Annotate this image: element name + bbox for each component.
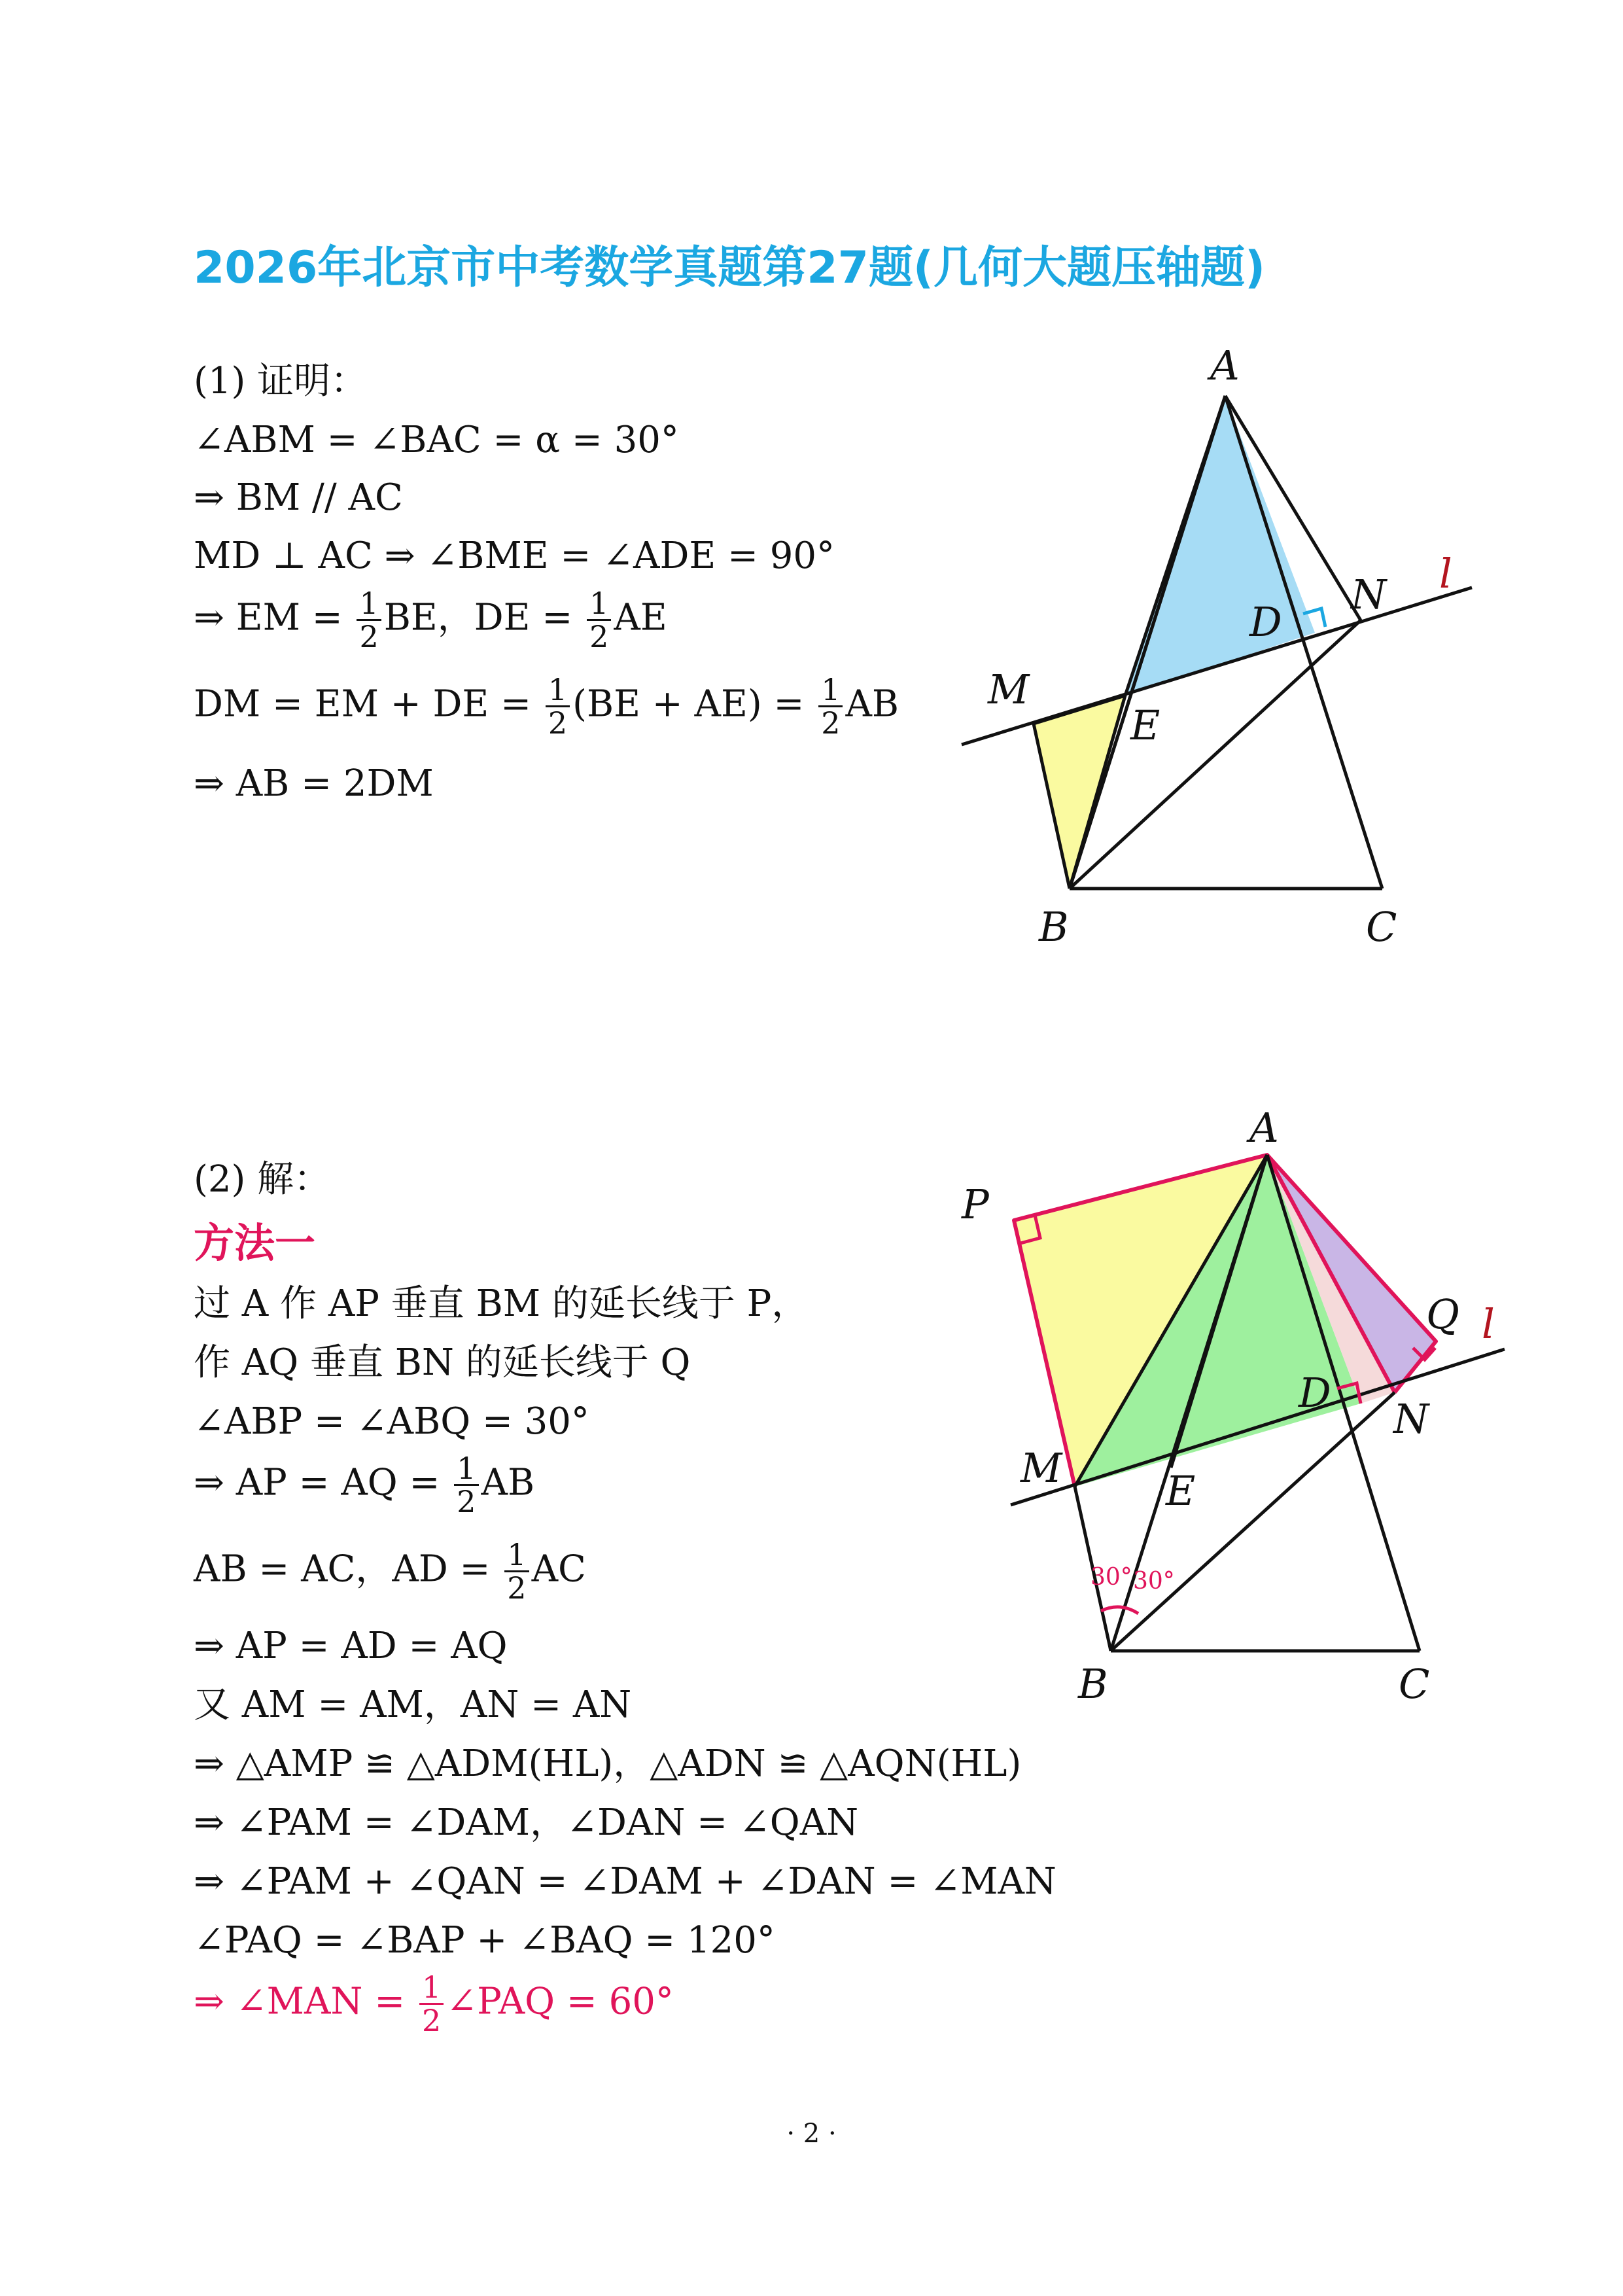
label-B: B	[1078, 1660, 1108, 1708]
label-M: M	[988, 665, 1030, 713]
part2-line-8: ⇒ △AMP ≌ △ADM(HL)，△ADN ≌ △AQN(HL)	[194, 1742, 1022, 1785]
angle-label-right: 30°	[1133, 1568, 1175, 1595]
part1-line-5-b: (BE + AE) =	[572, 682, 816, 726]
part2-line-4-b: AB	[481, 1461, 535, 1504]
label-A: A	[1249, 1104, 1279, 1152]
label-B: B	[1039, 903, 1069, 951]
part2-line-5-b: AC	[531, 1547, 586, 1591]
part1-heading: (1) 证明：	[194, 360, 368, 402]
part2-heading: (2) 解：	[194, 1158, 331, 1201]
fraction-half: $\frac{1}{2}$	[546, 674, 570, 739]
label-N: N	[1351, 571, 1387, 618]
part2-line-10: ⇒ ∠PAM + ∠QAN = ∠DAM + ∠DAN = ∠MAN	[194, 1860, 1056, 1903]
angle-label-left: 30°	[1091, 1564, 1132, 1591]
label-A: A	[1210, 342, 1240, 389]
part2-line-3: ∠ABP = ∠ABQ = 30°	[194, 1400, 589, 1443]
part2-line-6: ⇒ AP = AD = AQ	[194, 1625, 508, 1667]
label-P: P	[962, 1180, 989, 1228]
label-C: C	[1399, 1660, 1430, 1708]
part2-line-4	[194, 1453, 534, 1518]
figure-2	[962, 1106, 1524, 1727]
part1-line-5-a: DM = EM + DE =	[194, 682, 543, 726]
part1-line-6: ⇒ AB = 2DM	[194, 762, 434, 805]
part2-line-11: ∠PAQ = ∠BAP + ∠BAQ = 120°	[194, 1919, 775, 1962]
label-N: N	[1393, 1395, 1429, 1443]
label-E: E	[1130, 701, 1161, 749]
label-Q: Q	[1426, 1290, 1459, 1338]
method-heading: 方法一	[194, 1219, 316, 1267]
part2-line-7: 又 AM = AM，AN = AN	[194, 1684, 632, 1726]
part2-line-4-a: ⇒ AP = AQ =	[194, 1461, 452, 1504]
angle-arc-B	[1101, 1607, 1138, 1614]
part1-line-1: ∠ABM = ∠BAC = α = 30°	[194, 419, 679, 461]
label-M: M	[1021, 1444, 1062, 1492]
part2-conclusion	[194, 1971, 674, 2037]
page-number: · 2 ·	[786, 2119, 837, 2149]
part1-line-5	[194, 674, 899, 739]
part2-line-1: 过 A 作 AP 垂直 BM 的延长线于 P，	[194, 1282, 809, 1325]
page-title: 2026年北京市中考数学真题第27题(几何大题压轴题)	[194, 242, 1266, 294]
label-D: D	[1299, 1369, 1331, 1417]
part2-line-9: ⇒ ∠PAM = ∠DAM，∠DAN = ∠QAN	[194, 1801, 859, 1844]
part1-line-5-c: AB	[845, 682, 899, 726]
part1-line-4-a: ⇒ EM =	[194, 596, 355, 639]
label-l: l	[1482, 1300, 1495, 1348]
label-D: D	[1249, 598, 1282, 646]
part2-conclusion-a: ⇒ ∠MAN =	[194, 1980, 417, 2023]
label-l: l	[1439, 550, 1452, 597]
fraction-half: $\frac{1}{2}$	[357, 588, 381, 653]
fraction-half: $\frac{1}{2}$	[454, 1453, 478, 1518]
part1-line-3: MD ⊥ AC ⇒ ∠BME = ∠ADE = 90°	[194, 535, 835, 577]
fraction-half: $\frac{1}{2}$	[818, 674, 843, 739]
fraction-half: $\frac{1}{2}$	[504, 1539, 529, 1604]
part2-conclusion-b: ∠PAQ = 60°	[446, 1980, 674, 2023]
part1-line-4-c: AE	[614, 596, 667, 639]
part1-line-4	[194, 588, 667, 653]
label-C: C	[1366, 903, 1397, 951]
part2-line-5	[194, 1539, 586, 1604]
fraction-half: $\frac{1}{2}$	[419, 1971, 444, 2037]
blue-region	[1125, 396, 1315, 696]
part1-line-2: ⇒ BM // AC	[194, 476, 403, 519]
part1-line-4-b: BE，DE =	[383, 596, 585, 639]
label-E: E	[1166, 1467, 1196, 1515]
figure-1	[942, 340, 1492, 949]
part2-line-5-a: AB = AC，AD =	[194, 1547, 502, 1591]
part2-line-2: 作 AQ 垂直 BN 的延长线于 Q	[194, 1341, 691, 1384]
fraction-half: $\frac{1}{2}$	[587, 588, 611, 653]
